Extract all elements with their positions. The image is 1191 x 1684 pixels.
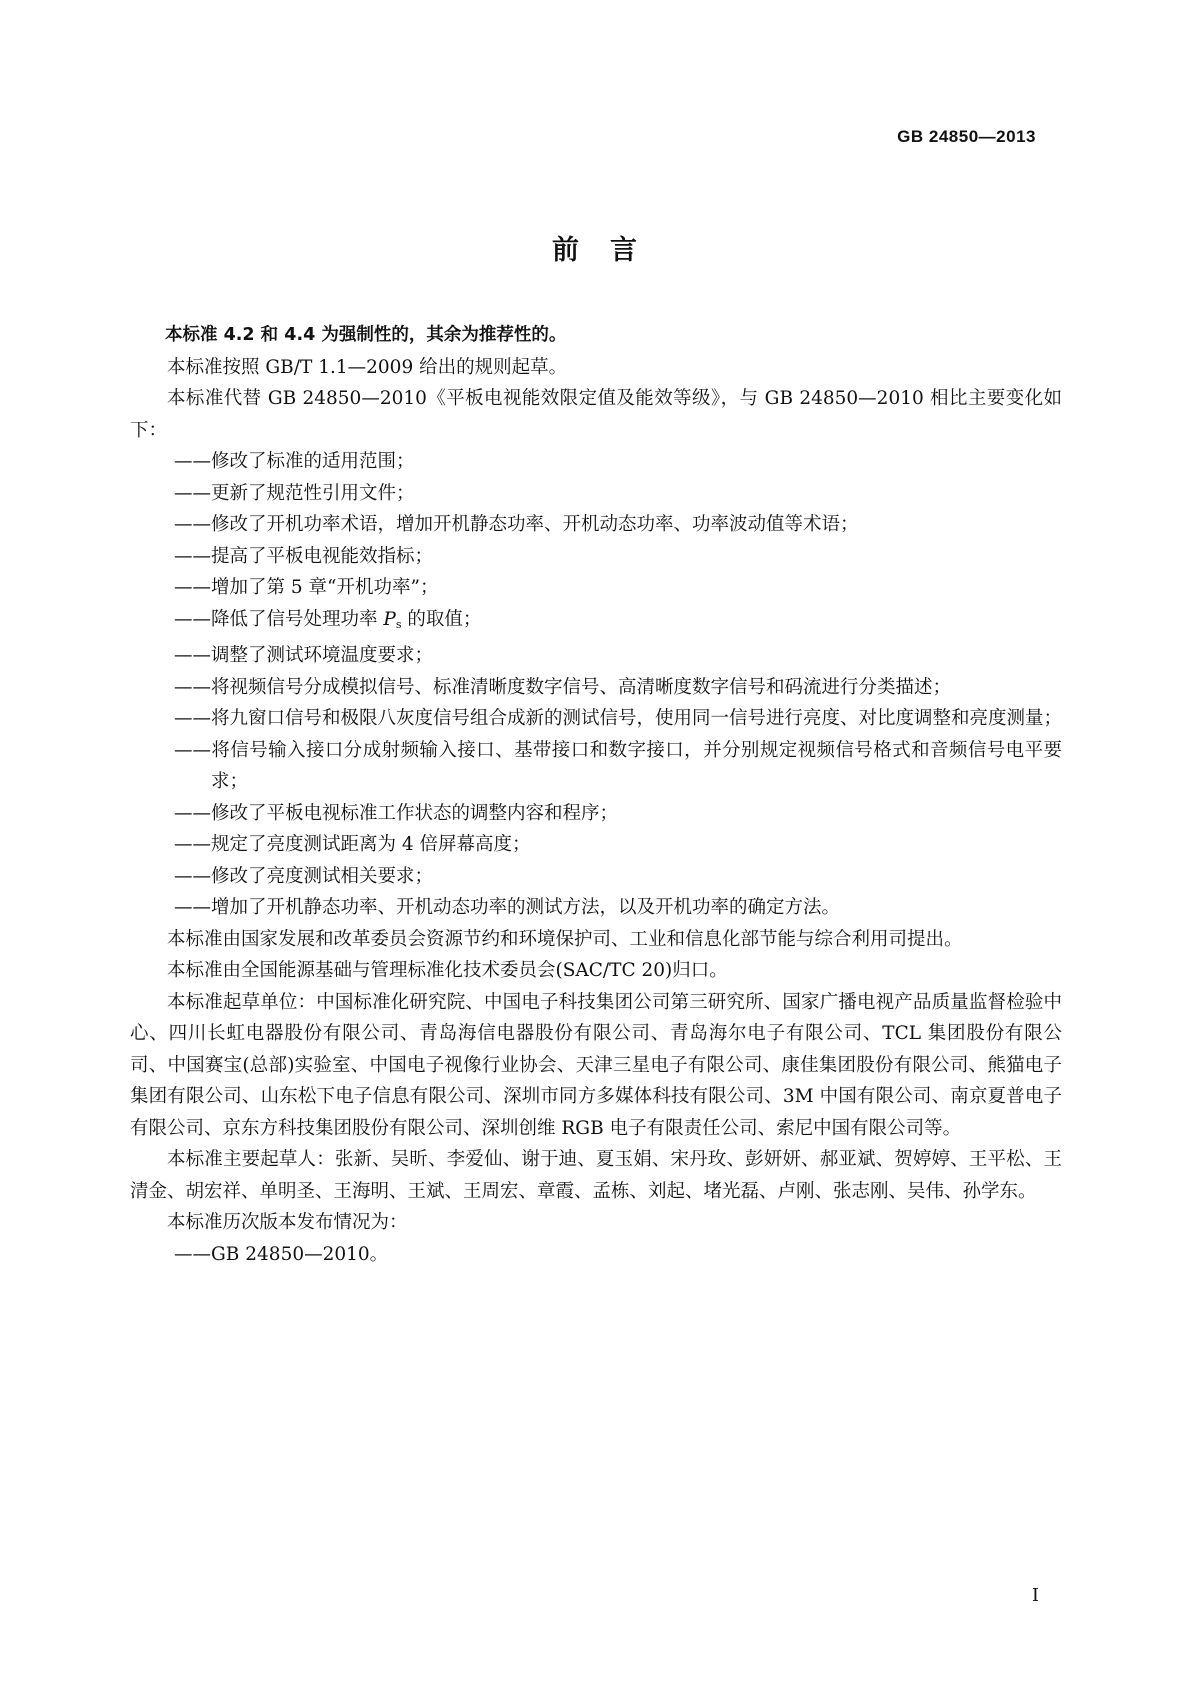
- history-item: ——GB 24850—2010。: [174, 1243, 389, 1265]
- standard-code: GB 24850—2013: [897, 127, 1036, 146]
- drafting-units-paragraph: 本标准起草单位：中国标准化研究院、中国电子科技集团公司第三研究所、国家广播电视产品质量监督检验中心、四川长虹电器股份有限公司、青岛海信电器股份有限公司、青岛海尔电子有限公司、TCL 集团股份有限公司、中国赛宝(总部)实验室、中国电子视像行业协会、天津三星电子有限公司、康佳集团股份有限公司、熊猫电子集团有限公司、山东松下电子信息有限公司、深圳市同方多媒体科技有限公司、3M 中国有限公司、南京夏普电子有限公司、京东方科技集团股份有限公司、深圳创维 RGB 电子有限责任公司、索尼中国有限公司等。: [130, 991, 1062, 1139]
- signal-item-text: ——降低了信号处理功率: [174, 608, 384, 630]
- change-item: ——修改了开机功率术语，增加开机静态功率、开机动态功率、功率波动值等术语；: [174, 514, 859, 535]
- history-heading: 本标准历次版本发布情况为：: [167, 1212, 408, 1233]
- replacement-paragraph: 本标准代替 GB 24850—2010《平板电视能效限定值及能效等级》，与 GB 24850—2010 相比主要变化如下：: [130, 388, 1062, 441]
- power-subscript: s: [395, 617, 402, 631]
- committee-paragraph: 本标准由全国能源基础与管理标准化技术委员会(SAC/TC 20)归口。: [167, 960, 728, 981]
- change-item: ——调整了测试环境温度要求；: [174, 645, 434, 666]
- signal-item-text-end: 的取值；: [401, 608, 482, 630]
- change-item: ——修改了亮度测试相关要求；: [174, 865, 434, 887]
- change-item: ——规定了亮度测试距离为 4 倍屏幕高度；: [174, 834, 531, 855]
- change-item: ——更新了规范性引用文件；: [174, 482, 415, 504]
- change-item: ——修改了平板电视标准工作状态的调整内容和程序；: [174, 802, 619, 824]
- change-item: ——将九窗口信号和极限八灰度信号组合成新的测试信号，使用同一信号进行亮度、对比度调整和亮度测量；: [174, 708, 1063, 729]
- change-item: ——增加了开机静态功率、开机动态功率的测试方法，以及开机功率的确定方法。: [174, 897, 841, 918]
- document-body: [130, 320, 1062, 1270]
- change-item: ——提高了平板电视能效指标；: [174, 545, 434, 567]
- power-symbol: P: [383, 608, 396, 630]
- change-item: ——将视频信号分成模拟信号、标准清晰度数字信号、高清晰度数字信号和码流进行分类描述；: [174, 676, 952, 698]
- change-item-signal-power: [174, 604, 1062, 641]
- change-item: ——将信号输入接口分成射频输入接口、基带接口和数字接口，并分别规定视频信号格式和音频信号电平要求；: [174, 739, 1062, 792]
- change-item: ——修改了标准的适用范围；: [174, 451, 415, 472]
- page-title: 前 言: [552, 235, 639, 266]
- change-item: ——增加了第 5 章“开机功率”；: [174, 577, 439, 598]
- drafting-rules-paragraph: 本标准按照 GB/T 1.1—2009 给出的规则起草。: [167, 356, 568, 378]
- drafters-paragraph: 本标准主要起草人：张新、吴昕、李爱仙、谢于迪、夏玉娟、宋丹玫、彭妍妍、郝亚斌、贺婷婷、王平松、王清金、胡宏祥、单明圣、王海明、王斌、王周宏、章霞、孟栋、刘起、堵光磊、卢刚、张志刚、吴伟、孙学东。: [130, 1149, 1062, 1202]
- proposer-paragraph: 本标准由国家发展和改革委员会资源节约和环境保护司、工业和信息化部节能与综合利用司提出。: [167, 928, 963, 950]
- page-number: I: [1031, 1585, 1039, 1606]
- mandatory-statement: 本标准 4.2 和 4.4 为强制性的，其余为推荐性的。: [165, 325, 567, 345]
